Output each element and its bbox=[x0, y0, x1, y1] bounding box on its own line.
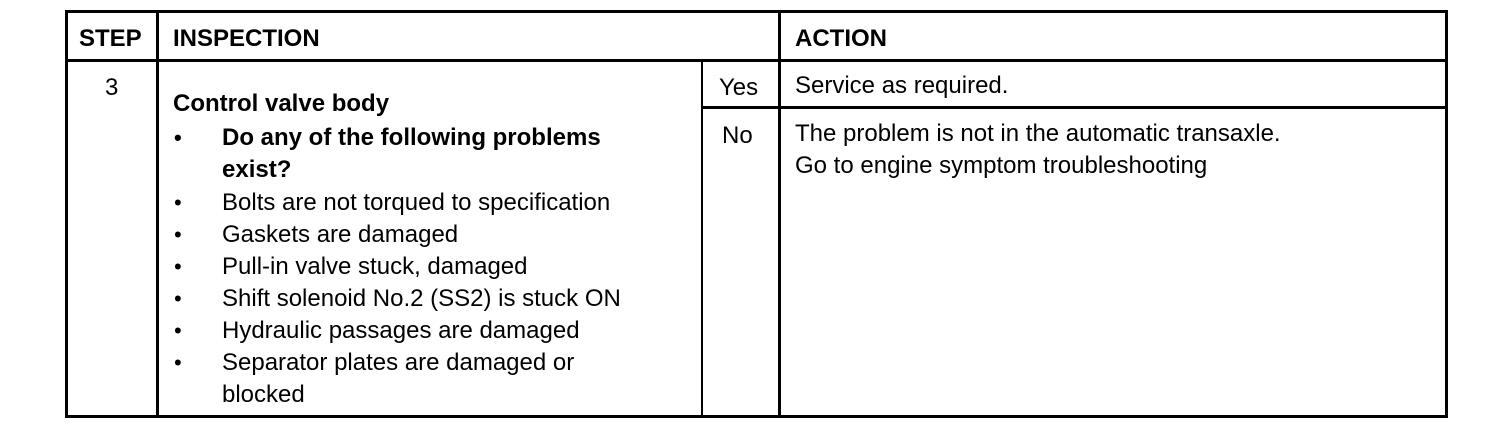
inspection-title: Control valve body bbox=[173, 90, 390, 117]
list-item bbox=[172, 315, 692, 347]
inspection-item: Gaskets are damaged bbox=[222, 221, 459, 248]
inspection-list bbox=[172, 122, 692, 411]
yes-no-divider bbox=[701, 106, 1448, 109]
bullet-icon: • bbox=[174, 222, 182, 247]
list-item bbox=[172, 251, 692, 283]
no-action bbox=[795, 118, 1281, 182]
bullet-icon: • bbox=[174, 125, 182, 150]
no-label: No bbox=[722, 122, 753, 149]
inspection-item: Separator plates are damaged or blocked bbox=[222, 349, 575, 408]
list-item bbox=[172, 347, 692, 411]
yes-action: Service as required. bbox=[795, 72, 1009, 99]
header-action: ACTION bbox=[795, 25, 887, 52]
inspection-item: Hydraulic passages are damaged bbox=[222, 317, 580, 344]
header-inspection: INSPECTION bbox=[173, 25, 320, 52]
step-number: 3 bbox=[105, 74, 119, 101]
list-item bbox=[172, 122, 692, 186]
list-item bbox=[172, 283, 692, 315]
inspection-item: Bolts are not torqued to specification bbox=[222, 189, 611, 216]
bullet-icon: • bbox=[174, 286, 182, 311]
list-item bbox=[172, 187, 692, 219]
bullet-icon: • bbox=[174, 350, 182, 375]
bullet-icon: • bbox=[174, 318, 182, 343]
inspection-item: Shift solenoid No.2 (SS2) is stuck ON bbox=[222, 285, 621, 312]
list-item bbox=[172, 219, 692, 251]
action-column-divider bbox=[778, 10, 781, 418]
inspection-item: Pull-in valve stuck, damaged bbox=[222, 253, 528, 280]
answer-column-divider bbox=[701, 62, 703, 418]
yes-label: Yes bbox=[719, 74, 759, 101]
step-column-divider bbox=[156, 10, 159, 418]
no-action-line: Go to engine symptom troubleshooting bbox=[795, 152, 1208, 179]
no-action-line: The problem is not in the automatic transaxle. bbox=[795, 120, 1281, 147]
header-step: STEP bbox=[79, 25, 142, 52]
bullet-icon: • bbox=[174, 254, 182, 279]
header-divider bbox=[65, 59, 1448, 62]
inspection-question: Do any of the following problems exist? bbox=[222, 124, 601, 183]
bullet-icon: • bbox=[174, 190, 182, 215]
